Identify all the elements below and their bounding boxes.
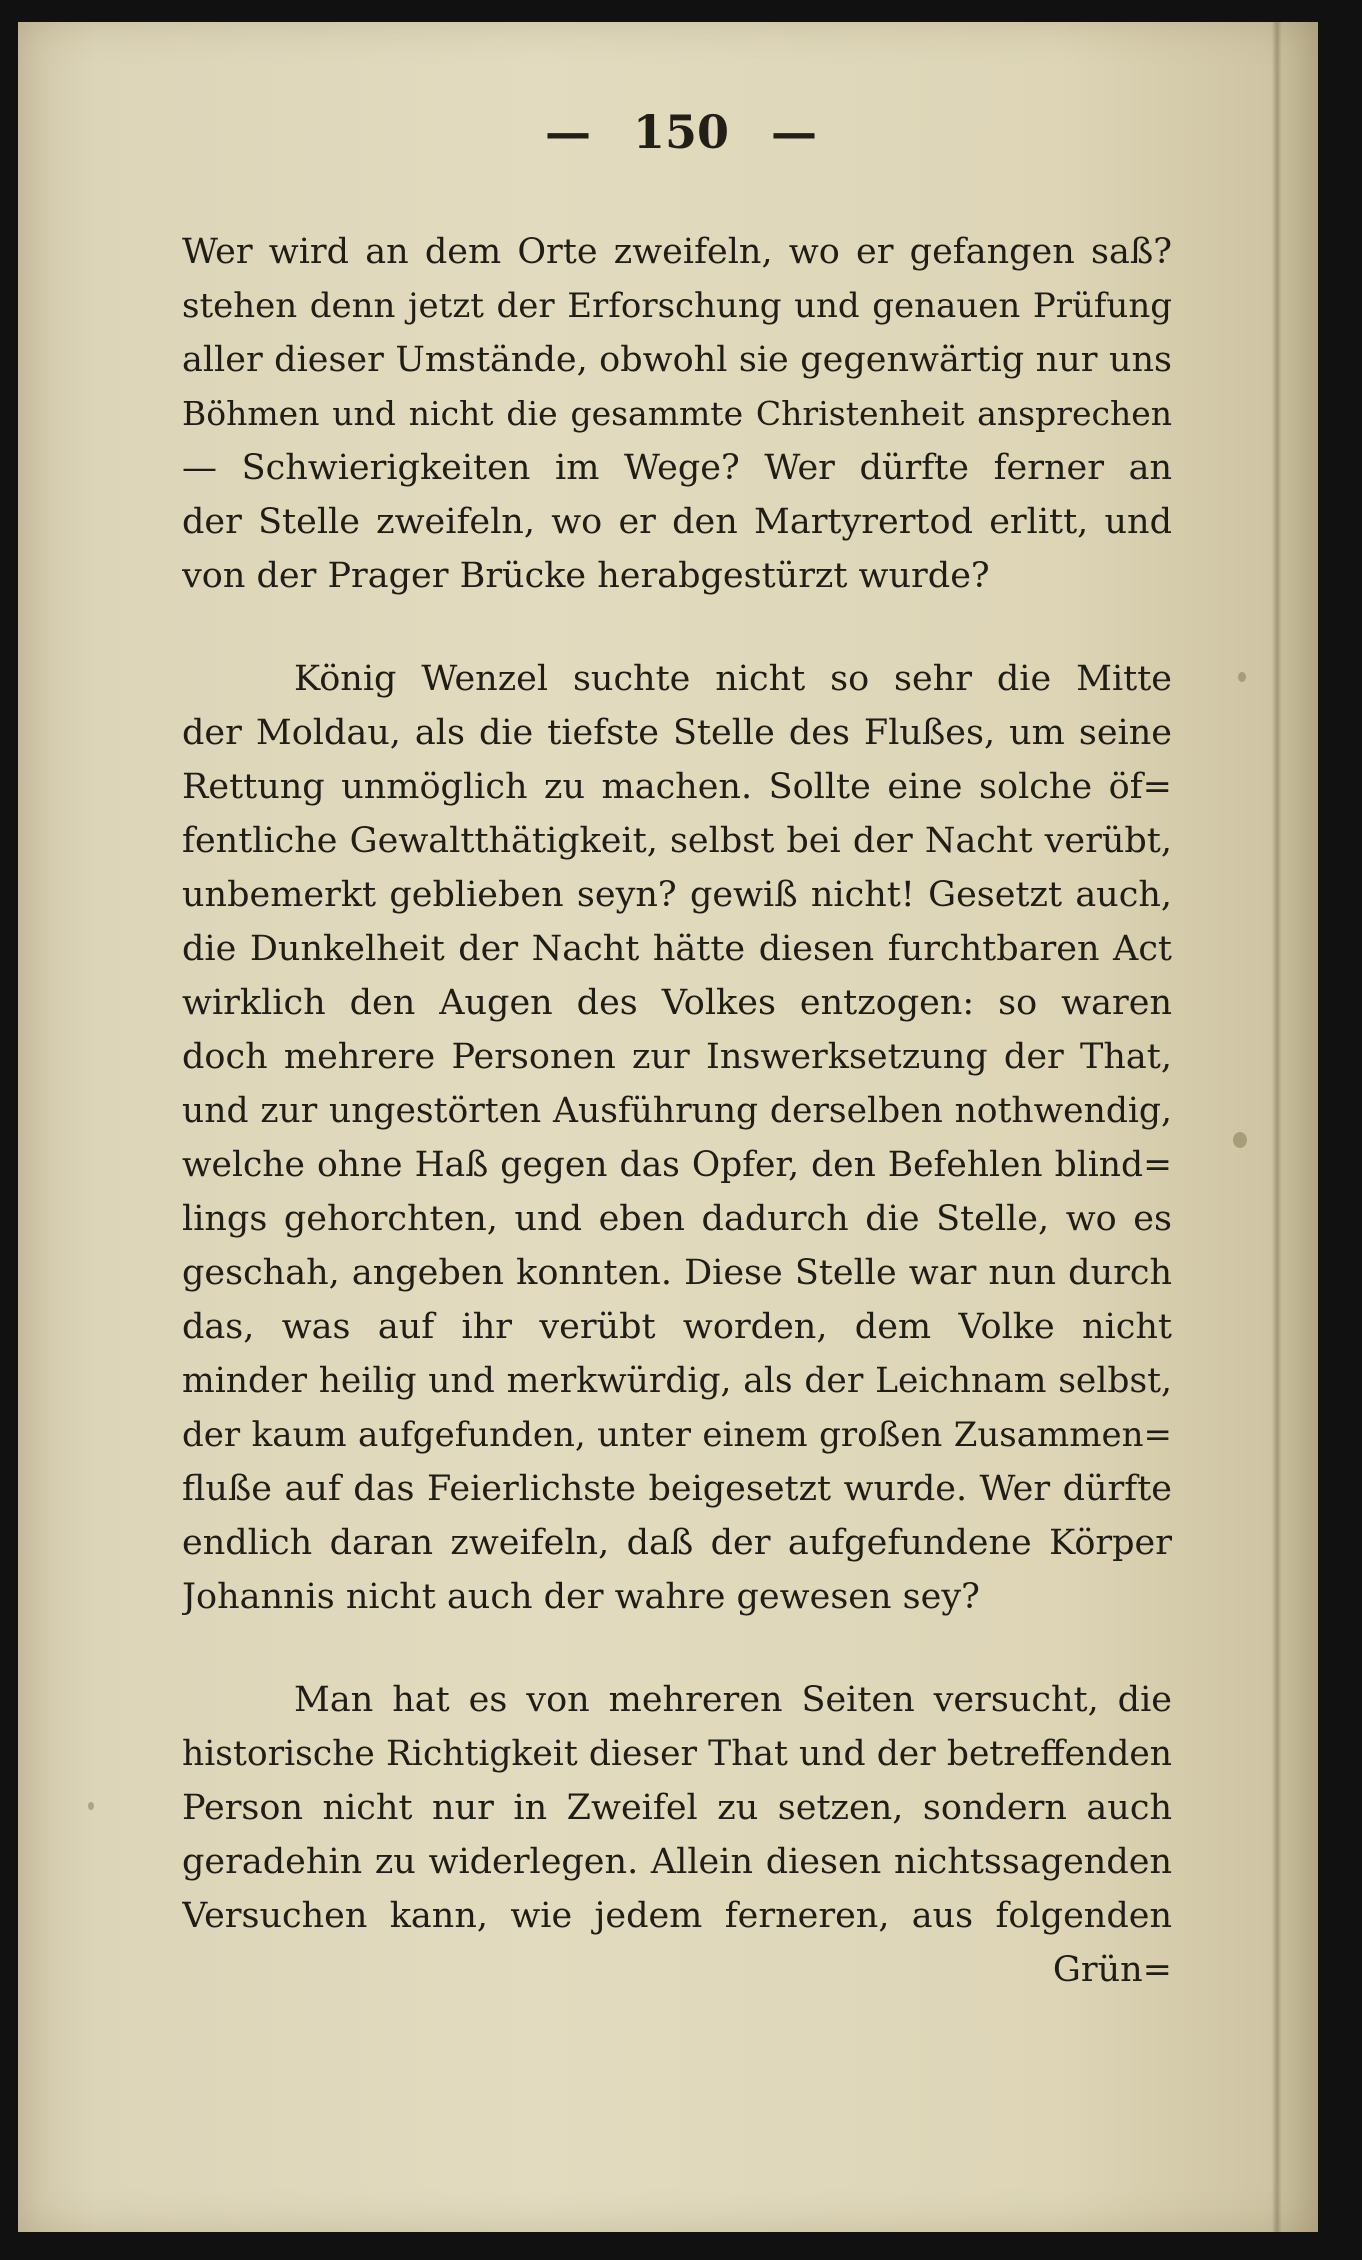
text-line: wirklich den Augen des Volkes entzogen: so waren [182,983,1172,1023]
text-line: Wer wird an dem Orte zweifeln, wo er gefangen saß? [182,232,1172,272]
text-line: fentliche Gewaltthätigkeit, selbst bei der Nacht verübt, [182,821,1172,861]
text-line: Versuchen kann, wie jedem ferneren, aus folgenden [182,1896,1172,1936]
text-line: lings gehorchten, und eben dadurch die Stelle, wo es [182,1199,1172,1239]
text-line: fluße auf das Feierlichste beigesetzt wurde. Wer dürfte [182,1469,1172,1509]
page-header [0,105,1362,159]
text-line: von der Prager Brücke herabgestürzt wurde? [182,556,990,596]
text-line: Johannis nicht auch der wahre gewesen sey? [182,1577,980,1617]
text-line: der kaum aufgefunden, unter einem großen Zusammen= [182,1415,1172,1455]
header-left-dash: — [544,105,591,159]
text-line: Böhmen und nicht die gesammte Christenheit ansprechen [182,394,1172,433]
text-line: die Dunkelheit der Nacht hätte diesen furchtbaren Act [182,929,1172,969]
page-number: 150 [632,105,730,159]
text-line: das, was auf ihr verübt worden, dem Volke nicht [182,1307,1172,1347]
text-line: Man hat es von mehreren Seiten versucht, die [294,1680,1172,1720]
text-line: Person nicht nur in Zweifel zu setzen, sondern auch [182,1788,1172,1828]
text-line: und zur ungestörten Ausführung derselben nothwendig, [182,1091,1172,1131]
text-line: unbemerkt geblieben seyn? gewiß nicht! Gesetzt auch, [182,875,1172,915]
text-line: welche ohne Haß gegen das Opfer, den Befehlen blind= [182,1145,1172,1185]
header-right-dash: — [771,105,818,159]
paragraph-3 [182,1673,1172,1997]
paper-spot [1233,1132,1247,1148]
paper-spot [88,1802,94,1810]
catchword: Grün= [1052,1950,1172,1990]
page-gutter-shadow [1272,22,1282,2232]
text-line: geradehin zu widerlegen. Allein diesen nichtssagenden [182,1842,1172,1882]
paragraph-2 [182,652,1172,1624]
text-line: geschah, angeben konnten. Diese Stelle war nun durch [182,1253,1172,1293]
text-line: doch mehrere Personen zur Inswerksetzung der That, [182,1037,1172,1077]
text-line: minder heilig und merkwürdig, als der Leichnam selbst, [182,1361,1172,1401]
text-line: der Moldau, als die tiefste Stelle des Flußes, um seine [182,713,1172,753]
text-line: — Schwierigkeiten im Wege? Wer dürfte ferner an [182,448,1172,488]
text-line: der Stelle zweifeln, wo er den Martyrertod erlitt, und [182,502,1172,542]
paragraph-1 [182,225,1172,603]
paper-spot [1238,672,1246,682]
text-line: endlich daran zweifeln, daß der aufgefundene Körper [182,1523,1172,1563]
text-line: aller dieser Umstände, obwohl sie gegenwärtig nur uns [182,340,1172,380]
text-line: Rettung unmöglich zu machen. Sollte eine solche öf= [182,767,1172,807]
text-line: stehen denn jetzt der Erforschung und genauen Prüfung [182,286,1172,326]
text-line: König Wenzel suchte nicht so sehr die Mitte [294,659,1172,699]
text-line: historische Richtigkeit dieser That und der betreffenden [182,1734,1172,1774]
